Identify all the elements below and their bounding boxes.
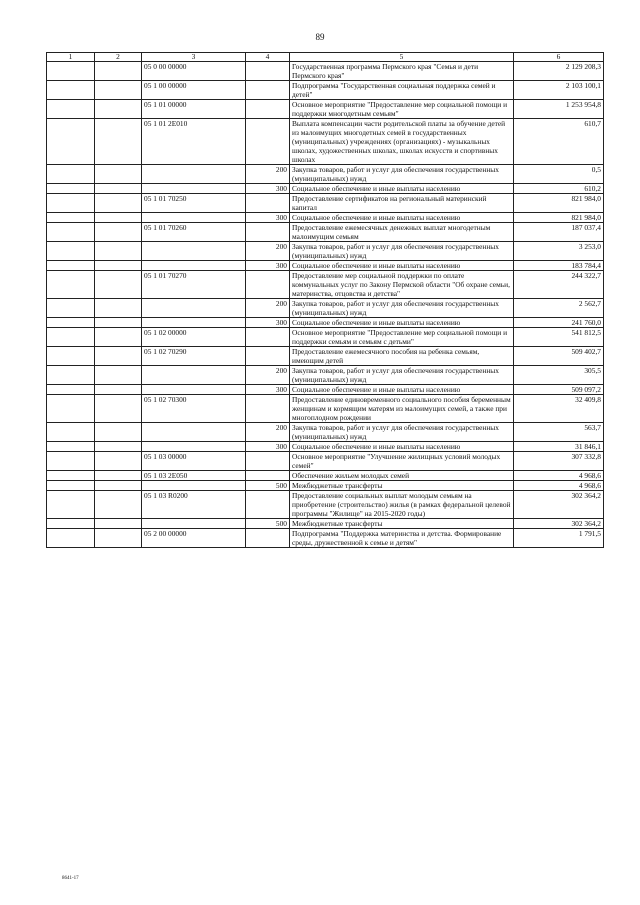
document-code: 8641-17 <box>62 876 79 881</box>
table-row <box>47 165 604 184</box>
table-row <box>47 119 604 165</box>
amount-cell: 2 103 100,1 <box>514 81 604 100</box>
table-row <box>47 491 604 519</box>
amount-cell: 3 253,0 <box>514 242 604 261</box>
target-code-cell <box>142 184 246 194</box>
subsection-cell <box>95 261 142 271</box>
section-cell <box>47 223 95 242</box>
section-cell <box>47 119 95 165</box>
expense-type-cell <box>246 529 290 548</box>
table-row <box>47 347 604 366</box>
amount-cell: 4 968,6 <box>514 481 604 491</box>
subsection-cell <box>95 213 142 223</box>
amount-cell: 302 364,2 <box>514 519 604 529</box>
section-cell <box>47 423 95 442</box>
item-name-cell: Закупка товаров, работ и услуг для обеспечения государственных (муниципальных) нужд <box>290 242 514 261</box>
section-cell <box>47 194 95 213</box>
target-code-cell: 05 0 00 00000 <box>142 62 246 81</box>
amount-cell: 307 332,8 <box>514 452 604 471</box>
item-name-cell: Подпрограмма "Поддержка материнства и детства. Формирование среды, дружественной к семье и детям" <box>290 529 514 548</box>
column-header: 5 <box>290 53 514 62</box>
column-header: 3 <box>142 53 246 62</box>
section-cell <box>47 481 95 491</box>
subsection-cell <box>95 62 142 81</box>
expense-type-cell <box>246 452 290 471</box>
subsection-cell <box>95 385 142 395</box>
subsection-cell <box>95 81 142 100</box>
amount-cell: 241 760,0 <box>514 318 604 328</box>
amount-cell: 509 097,2 <box>514 385 604 395</box>
table-row <box>47 242 604 261</box>
table-row <box>47 423 604 442</box>
item-name-cell: Социальное обеспечение и иные выплаты населению <box>290 261 514 271</box>
subsection-cell <box>95 271 142 299</box>
expense-type-cell <box>246 81 290 100</box>
subsection-cell <box>95 519 142 529</box>
expense-type-cell: 200 <box>246 366 290 385</box>
target-code-cell: 05 1 02 70300 <box>142 395 246 423</box>
expense-type-cell: 300 <box>246 318 290 328</box>
column-header: 4 <box>246 53 290 62</box>
column-header: 1 <box>47 53 95 62</box>
item-name-cell: Предоставление сертификатов на региональный материнский капитал <box>290 194 514 213</box>
table-row <box>47 299 604 318</box>
column-header: 2 <box>95 53 142 62</box>
amount-cell: 187 037,4 <box>514 223 604 242</box>
item-name-cell: Межбюджетные трансферты <box>290 481 514 491</box>
section-cell <box>47 165 95 184</box>
page-number: 89 <box>315 32 325 42</box>
amount-cell: 183 784,4 <box>514 261 604 271</box>
subsection-cell <box>95 119 142 165</box>
item-name-cell: Основное мероприятие "Предоставление мер социальной помощи и поддержки семьям и семьям с детьми" <box>290 328 514 347</box>
expense-type-cell: 300 <box>246 184 290 194</box>
section-cell <box>47 81 95 100</box>
table-row <box>47 481 604 491</box>
subsection-cell <box>95 184 142 194</box>
subsection-cell <box>95 328 142 347</box>
table-row <box>47 213 604 223</box>
subsection-cell <box>95 318 142 328</box>
amount-cell: 610,2 <box>514 184 604 194</box>
table-row <box>47 529 604 548</box>
expense-type-cell: 300 <box>246 442 290 452</box>
table-row <box>47 81 604 100</box>
target-code-cell: 05 1 02 70290 <box>142 347 246 366</box>
table-row <box>47 184 604 194</box>
item-name-cell: Закупка товаров, работ и услуг для обеспечения государственных (муниципальных) нужд <box>290 165 514 184</box>
expense-type-cell <box>246 119 290 165</box>
subsection-cell <box>95 194 142 213</box>
item-name-cell: Межбюджетные трансферты <box>290 519 514 529</box>
target-code-cell <box>142 423 246 442</box>
subsection-cell <box>95 491 142 519</box>
expense-type-cell: 500 <box>246 519 290 529</box>
target-code-cell: 05 1 03 00000 <box>142 452 246 471</box>
item-name-cell: Выплата компенсации части родительской платы за обучение детей из малоимущих многодетных семей в государственных (муниципальных) учреждениях (организациях) - музыкальных школах, художественных школах, школах искусств и спортивных школах <box>290 119 514 165</box>
expense-type-cell <box>246 271 290 299</box>
table-row <box>47 366 604 385</box>
table-row <box>47 100 604 119</box>
section-cell <box>47 328 95 347</box>
amount-cell: 2 129 208,3 <box>514 62 604 81</box>
amount-cell: 4 968,6 <box>514 471 604 481</box>
target-code-cell: 05 1 01 70270 <box>142 271 246 299</box>
target-code-cell: 05 1 01 70260 <box>142 223 246 242</box>
item-name-cell: Подпрограмма "Государственная социальная поддержка семей и детей" <box>290 81 514 100</box>
section-cell <box>47 184 95 194</box>
section-cell <box>47 452 95 471</box>
section-cell <box>47 100 95 119</box>
subsection-cell <box>95 471 142 481</box>
item-name-cell: Закупка товаров, работ и услуг для обеспечения государственных (муниципальных) нужд <box>290 423 514 442</box>
target-code-cell <box>142 213 246 223</box>
expense-type-cell: 500 <box>246 481 290 491</box>
column-header: 6 <box>514 53 604 62</box>
section-cell <box>47 271 95 299</box>
expense-type-cell: 300 <box>246 261 290 271</box>
table-row <box>47 328 604 347</box>
target-code-cell <box>142 318 246 328</box>
item-name-cell: Социальное обеспечение и иные выплаты населению <box>290 442 514 452</box>
amount-cell: 821 984,0 <box>514 194 604 213</box>
target-code-cell <box>142 165 246 184</box>
expense-type-cell: 200 <box>246 165 290 184</box>
subsection-cell <box>95 299 142 318</box>
target-code-cell <box>142 481 246 491</box>
expense-type-cell <box>246 62 290 81</box>
target-code-cell: 05 1 01 00000 <box>142 100 246 119</box>
item-name-cell: Социальное обеспечение и иные выплаты населению <box>290 385 514 395</box>
target-code-cell <box>142 261 246 271</box>
target-code-cell <box>142 299 246 318</box>
item-name-cell: Основное мероприятие "Улучшение жилищных условий молодых семей" <box>290 452 514 471</box>
table-row <box>47 194 604 213</box>
target-code-cell: 05 1 03 2Е050 <box>142 471 246 481</box>
section-cell <box>47 471 95 481</box>
target-code-cell: 05 1 01 70250 <box>142 194 246 213</box>
amount-cell: 541 812,5 <box>514 328 604 347</box>
budget-table <box>46 52 604 548</box>
table-row <box>47 318 604 328</box>
table-row <box>47 452 604 471</box>
table-row <box>47 395 604 423</box>
target-code-cell: 05 2 00 00000 <box>142 529 246 548</box>
expense-type-cell: 200 <box>246 299 290 318</box>
target-code-cell: 05 1 02 00000 <box>142 328 246 347</box>
subsection-cell <box>95 100 142 119</box>
expense-type-cell <box>246 100 290 119</box>
item-name-cell: Предоставление социальных выплат молодым семьям на приобретение (строительство) жилья (в рамках федеральной целевой программы "Жилище" на 2015-2020 годы) <box>290 491 514 519</box>
target-code-cell <box>142 385 246 395</box>
table-row <box>47 385 604 395</box>
subsection-cell <box>95 223 142 242</box>
section-cell <box>47 261 95 271</box>
target-code-cell: 05 1 01 2Е010 <box>142 119 246 165</box>
subsection-cell <box>95 395 142 423</box>
subsection-cell <box>95 423 142 442</box>
section-cell <box>47 395 95 423</box>
table-row <box>47 271 604 299</box>
header-row <box>47 53 604 62</box>
subsection-cell <box>95 442 142 452</box>
item-name-cell: Закупка товаров, работ и услуг для обеспечения государственных (муниципальных) нужд <box>290 299 514 318</box>
item-name-cell: Предоставление мер социальной поддержки по оплате коммунальных услуг по Закону Пермской области "Об охране семьи, материнства, отцовства и детства" <box>290 271 514 299</box>
table-row <box>47 261 604 271</box>
amount-cell: 563,7 <box>514 423 604 442</box>
expense-type-cell <box>246 471 290 481</box>
amount-cell: 509 402,7 <box>514 347 604 366</box>
amount-cell: 0,5 <box>514 165 604 184</box>
section-cell <box>47 529 95 548</box>
expense-type-cell: 200 <box>246 242 290 261</box>
section-cell <box>47 213 95 223</box>
item-name-cell: Закупка товаров, работ и услуг для обеспечения государственных (муниципальных) нужд <box>290 366 514 385</box>
item-name-cell: Предоставление ежемесячного пособия на ребенка семьям, имеющим детей <box>290 347 514 366</box>
item-name-cell: Социальное обеспечение и иные выплаты населению <box>290 213 514 223</box>
expense-type-cell <box>246 347 290 366</box>
subsection-cell <box>95 452 142 471</box>
amount-cell: 821 984,0 <box>514 213 604 223</box>
section-cell <box>47 318 95 328</box>
expense-type-cell <box>246 328 290 347</box>
section-cell <box>47 442 95 452</box>
amount-cell: 31 846,1 <box>514 442 604 452</box>
subsection-cell <box>95 366 142 385</box>
expense-type-cell <box>246 194 290 213</box>
item-name-cell: Предоставление единовременного социального пособия беременным женщинам и кормящим матерям из малоимущих семей, а также при многоплодном рождении <box>290 395 514 423</box>
amount-cell: 302 364,2 <box>514 491 604 519</box>
section-cell <box>47 366 95 385</box>
amount-cell: 1 791,5 <box>514 529 604 548</box>
subsection-cell <box>95 529 142 548</box>
section-cell <box>47 62 95 81</box>
subsection-cell <box>95 481 142 491</box>
section-cell <box>47 385 95 395</box>
expense-type-cell: 300 <box>246 385 290 395</box>
amount-cell: 610,7 <box>514 119 604 165</box>
item-name-cell: Социальное обеспечение и иные выплаты населению <box>290 184 514 194</box>
target-code-cell <box>142 242 246 261</box>
section-cell <box>47 491 95 519</box>
table-body <box>47 62 604 548</box>
item-name-cell: Предоставление ежемесячных денежных выплат многодетным малоимущим семьям <box>290 223 514 242</box>
amount-cell: 32 409,8 <box>514 395 604 423</box>
expense-type-cell <box>246 223 290 242</box>
target-code-cell: 05 1 00 00000 <box>142 81 246 100</box>
target-code-cell: 05 1 03 R0200 <box>142 491 246 519</box>
section-cell <box>47 347 95 366</box>
table-row <box>47 471 604 481</box>
expense-type-cell <box>246 491 290 519</box>
target-code-cell <box>142 519 246 529</box>
target-code-cell <box>142 442 246 452</box>
expense-type-cell <box>246 395 290 423</box>
table-row <box>47 62 604 81</box>
amount-cell: 2 562,7 <box>514 299 604 318</box>
item-name-cell: Государственная программа Пермского края "Семья и дети Пермского края" <box>290 62 514 81</box>
table-row <box>47 442 604 452</box>
expense-type-cell: 200 <box>246 423 290 442</box>
amount-cell: 1 253 954,8 <box>514 100 604 119</box>
table-row <box>47 519 604 529</box>
target-code-cell <box>142 366 246 385</box>
amount-cell: 305,5 <box>514 366 604 385</box>
item-name-cell: Обеспечение жильем молодых семей <box>290 471 514 481</box>
section-cell <box>47 519 95 529</box>
table-row <box>47 223 604 242</box>
subsection-cell <box>95 347 142 366</box>
section-cell <box>47 299 95 318</box>
expense-type-cell: 300 <box>246 213 290 223</box>
subsection-cell <box>95 165 142 184</box>
subsection-cell <box>95 242 142 261</box>
amount-cell: 244 322,7 <box>514 271 604 299</box>
item-name-cell: Социальное обеспечение и иные выплаты населению <box>290 318 514 328</box>
item-name-cell: Основное мероприятие "Предоставление мер социальной помощи и поддержки многодетным семьям" <box>290 100 514 119</box>
section-cell <box>47 242 95 261</box>
